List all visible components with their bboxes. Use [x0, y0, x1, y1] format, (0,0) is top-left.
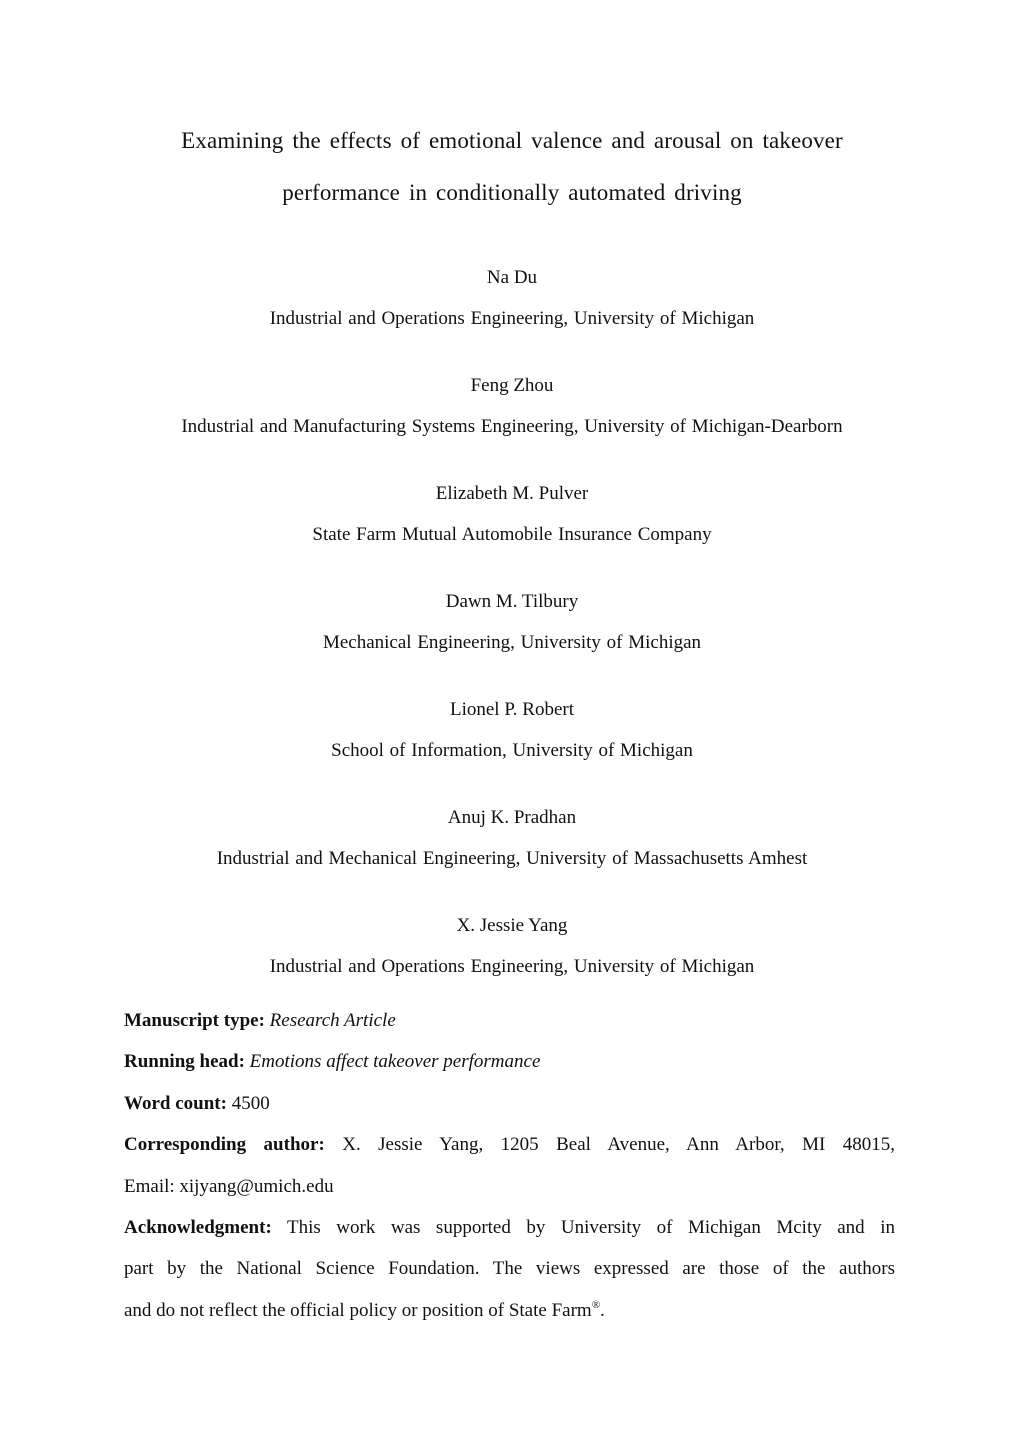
corresponding-author-address: X. Jessie Yang, 1205 Beal Avenue, Ann Arbor, MI 48015,	[342, 1134, 896, 1155]
manuscript-type-label: Manuscript type:	[124, 1010, 265, 1031]
author-name: Elizabeth M. Pulver	[435, 483, 589, 504]
author-affiliation: Industrial and Mechanical Engineering, University of Massachusetts Amhest	[216, 848, 808, 869]
author-affiliation: School of Information, University of Michigan	[331, 740, 693, 761]
word-count-line	[124, 1094, 904, 1113]
acknowledgment-line-2: part by the National Science Foundation. The views expressed are those of the authors	[124, 1258, 895, 1279]
author-block	[40, 700, 984, 760]
author-name: Dawn M. Tilbury	[445, 591, 579, 612]
corresponding-author-label: Corresponding author:	[124, 1134, 325, 1155]
author-affiliation: State Farm Mutual Automobile Insurance Company	[312, 524, 712, 545]
author-block	[40, 268, 984, 328]
acknowledgment-label: Acknowledgment:	[124, 1217, 272, 1238]
registered-mark: ®	[591, 1299, 601, 1311]
author-affiliation: Industrial and Manufacturing Systems Engineering, University of Michigan-Dearborn	[181, 416, 843, 437]
running-head-label: Running head:	[124, 1051, 245, 1072]
paper-title-line-2: performance in conditionally automated driving	[282, 180, 742, 205]
author-name: Feng Zhou	[470, 375, 554, 396]
acknowledgment-text-3: and do not reflect the official policy or position of State Farm	[124, 1300, 592, 1321]
word-count-value: 4500	[231, 1093, 270, 1114]
paper-title-line-1: Examining the effects of emotional valence and arousal on takeover	[181, 128, 843, 153]
author-name: Na Du	[486, 267, 538, 288]
corresponding-author-line	[124, 1135, 895, 1154]
author-block	[40, 376, 984, 436]
manuscript-type-value: Research Article	[269, 1010, 396, 1031]
author-name: X. Jessie Yang	[456, 915, 568, 936]
acknowledgment-end: .	[600, 1300, 605, 1321]
acknowledgment-line-3	[124, 1300, 605, 1320]
word-count-label: Word count:	[124, 1093, 227, 1114]
author-name: Lionel P. Robert	[449, 699, 575, 720]
author-block	[40, 592, 984, 652]
author-block	[40, 916, 984, 976]
author-affiliation: Industrial and Operations Engineering, University of Michigan	[269, 308, 755, 329]
author-name: Anuj K. Pradhan	[447, 807, 577, 828]
author-affiliation: Industrial and Operations Engineering, University of Michigan	[269, 956, 755, 977]
author-block	[40, 484, 984, 544]
acknowledgment-text-1: This work was supported by University of Michigan Mcity and in	[286, 1217, 895, 1238]
running-head-line	[124, 1052, 904, 1071]
corresponding-author-email: Email: xijyang@umich.edu	[124, 1176, 334, 1197]
author-block	[40, 808, 984, 868]
author-affiliation: Mechanical Engineering, University of Michigan	[322, 632, 702, 653]
acknowledgment-line-1	[124, 1218, 895, 1237]
manuscript-type-line	[124, 1011, 904, 1030]
running-head-value: Emotions affect takeover performance	[249, 1051, 541, 1072]
